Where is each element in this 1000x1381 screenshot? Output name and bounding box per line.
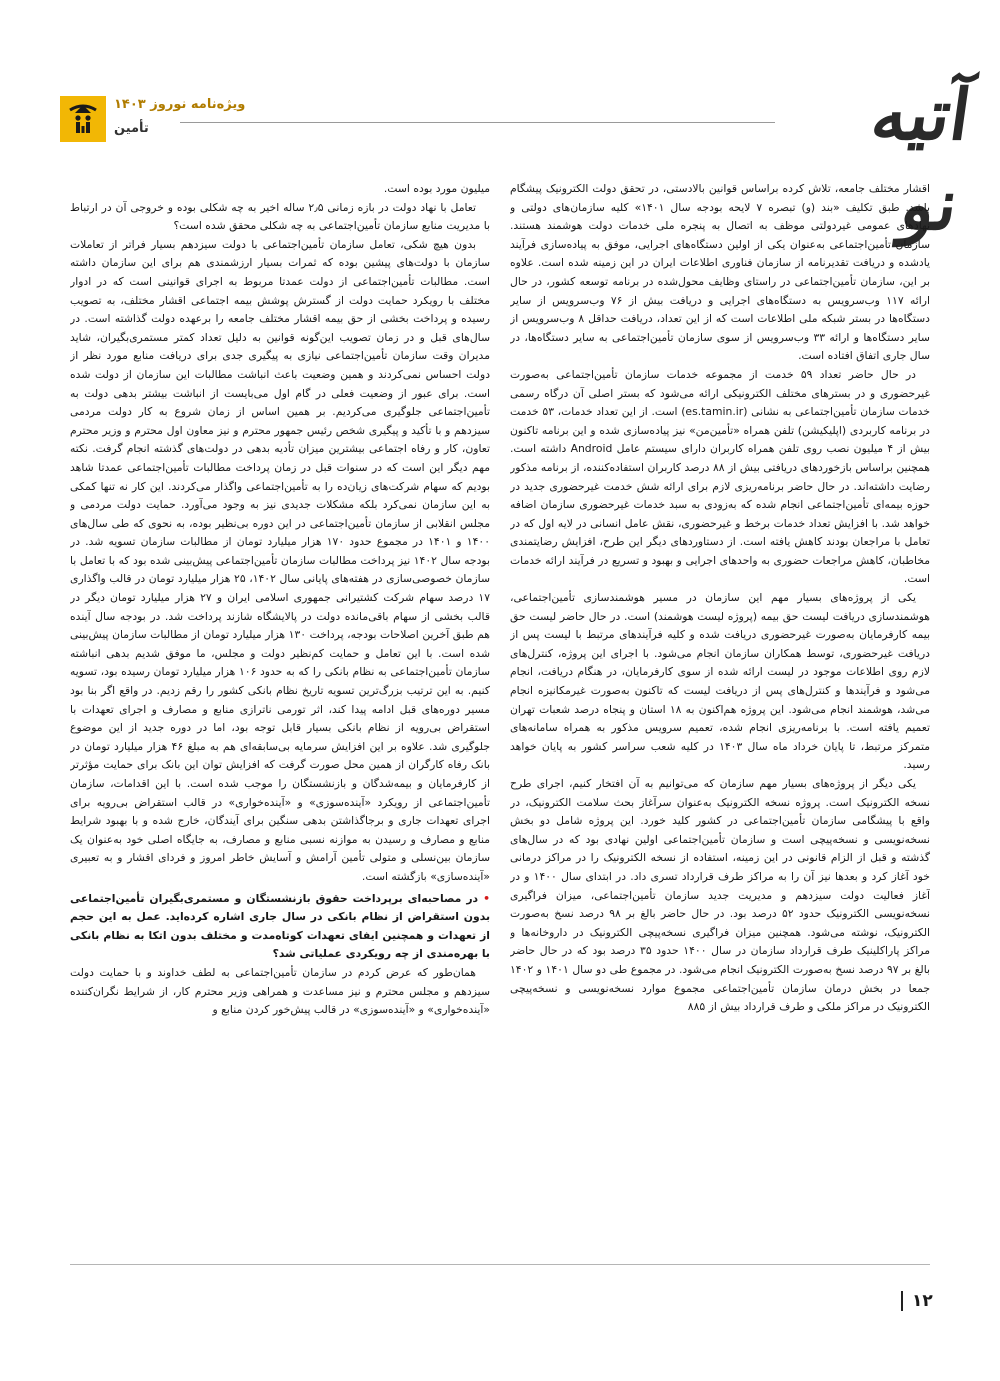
question-text: در مصاحبه‌ای برپرداخت حقوق بازنشستگان و مستمری‌بگیران تأمین‌اجتماعی بدون استقراض از نظام بانکی در سال جاری اشاره کرده‌اید. عمل به این حجم از تعهدات و همچنین ایفای تعهدات کوتاه‌مدت و مختلف بدون اتکا به نظام بانکی با بهره‌مندی از چه رویکردی عملیاتی شد؟	[70, 891, 490, 961]
article-column-right	[510, 180, 930, 1260]
interview-answer: بدون هیچ شکی، تعامل سازمان تأمین‌اجتماعی با دولت سیزدهم بسیار فراتر از تعاملات سازمان با دولت‌های پیشین بوده که ثمرات بسیار ارزشمندی هم برای این سازمان داشته است. مطالبات تأمین‌اجتماعی از دولت عمدتا مربوط به اجرای قوانینی است که در ادوار مختلف با رویکرد حمایت دولت از گسترش پوشش بیمه اجتماعی اقشار مختلف، به تصویب رسیده و پرداخت بخشی از حق بیمه اقشار مختلف جامعه را برعهده دولت گذاشته است. در سال‌های قبل و در زمان تصویب این‌گونه قوانین به دلیل تعداد کمتر مستمری‌بگیران، شاید مدیران وقت سازمان تأمین‌اجتماعی نیازی به پیگیری جدی برای دریافت منابع مورد نظر از دولت احساس نمی‌کردند و همین وضعیت باعث انباشت مطالبات این سازمان از دولت شده است. برای عبور از وضعیت فعلی در گام اول می‌بایست از انباشت بیشتر بدهی دولت به تأمین‌اجتماعی جلوگیری می‌کردیم. بر همین اساس از زمان شروع به کار دولت مردمی سیزدهم و با تأکید و پیگیری شخص رئیس جمهور محترم و نیز معاون اول محترم و وزیر محترم تعاون، کار و رفاه اجتماعی بیشترین میزان تأدیه بدهی در دولت‌های گذشته انجام گرفت. نکته مهم دیگر این است که در سنوات قبل در زمان پرداخت مطالبات تأمین‌اجتماعی عمدتا شاهد بودیم که سهام شرکت‌های زیان‌ده را به تأمین‌اجتماعی واگذار می‌کردند. این کار نه تنها کمکی به این سازمان نمی‌کرد بلکه مشکلات جدیدی نیز به وجود می‌آورد. حمایت دولت مردمی و مجلس انقلابی از سازمان تأمین‌اجتماعی در این دوره بی‌نظیر بوده، به نحوی که طی سال‌های ۱۴۰۰ و ۱۴۰۱ در مجموع حدود ۱۷۰ هزار میلیارد تومان از مطالبات سازمان تسویه شد. در بودجه سال ۱۴۰۲ نیز پرداخت مطالبات سازمان تأمین‌اجتماعی پیش‌بینی شده بود که با تعامل با سازمان خصوصی‌سازی در هفته‌های پایانی سال ۱۴۰۲، ۲۵ هزار میلیارد تومان در قالب واگذاری ۱۷ درصد سهام شرکت کشتیرانی جمهوری اسلامی ایران و ۲۷ هزار میلیارد تومان دیگر در قالب بخشی از سهام باقی‌مانده دولت در پالایشگاه شازند پرداخت شد. در بودجه سال آینده هم طبق آخرین اصلاحات بودجه، پرداخت ۱۳۰ هزار میلیارد تومان از مطالبات سازمان پیش‌بینی شده است. با این تعامل و حمایت کم‌نظیر دولت و مجلس، ما موفق شدیم بدهی انباشته سازمان تأمین‌اجتماعی به نظام بانکی را که به حدود ۱۰۶ هزار میلیارد تومان رسیده بود، تسویه کنیم. به این ترتیب بزرگ‌ترین تسویه تاریخ نظام بانکی کشور را رقم زدیم. در واقع اگر بنا بود مسیر دوره‌های قبل ادامه پیدا کند، اثر تورمی ناترازی منابع و مصارف و اجرای تعهدات با استقراض بی‌رویه از نظام بانکی بسیار قابل توجه بود، اما در دوره جدید از این موضوع جلوگیری شد. علاوه بر این افزایش سرمایه بی‌سابقه‌ای هم به مبلغ ۴۶ هزار میلیارد تومان در بانک رفاه کارگران از همین محل صورت گرفت که افزایش توان این بانک برای حمایت مؤثرتر از کارفرمایان و بیمه‌شدگان و بازنشستگان را موجب شده است. با این اقدامات، سازمان تأمین‌اجتماعی از رویکرد «آینده‌سوزی» و «آینده‌خواری» در قالب استقراض بی‌رویه برای اجرای تعهدات جاری و برجاگذاشتن بدهی سنگین برای آیندگان، خارج شده و با بهبود شرایط منابع و مصارف و رسیدن به موازنه نسبی منابع و مصارف، به جایگاه اصلی خود به‌عنوان یک سازمان بین‌نسلی و متولی تأمین آرامش و آسایش خاطر امروز و فردای اقشار و به تعبیری «آینده‌سازی» بازگشته است.	[70, 237, 490, 883]
interview-question: تعامل با نهاد دولت در بازه زمانی ۲٫۵ ساله اخیر به چه شکلی بوده و خروجی آن در ارتباط با مدیریت منابع سازمان تأمین‌اجتماعی به چه شکلی محقق شده است؟	[70, 200, 490, 233]
header-divider	[180, 122, 775, 123]
article-column-left	[70, 180, 490, 1260]
footer-divider	[70, 1264, 930, 1265]
bullet-icon: •	[483, 891, 490, 905]
brand-logo: آتیه نو	[866, 73, 976, 246]
interview-question-bold	[70, 890, 490, 964]
article-paragraph: میلیون مورد بوده است.	[383, 182, 490, 195]
article-paragraph: یکی از پروژه‌های بسیار مهم این سازمان در مسیر هوشمندسازی تأمین‌اجتماعی، هوشمندسازی دریافت لیست حق بیمه (پروژه لیست هوشمند) است. در حال حاضر لیست حق بیمه کارفرمایان به‌صورت غیرحضوری دریافت شده و کلیه فرآیندهای مرتبط با لیست پس از دریافت غیرحضوری، توسط همکاران سازمان انجام می‌شود. با اجرای این پروژه، کنترل‌های لازم روی اطلاعات موجود در لیست ارائه شده از سوی کارفرمایان، در هنگام دریافت، انجام می‌شود و فرآیندها و کنترل‌های پس از دریافت لیست که تاکنون به‌صورت غیرمکانیزه انجام می‌شد، هوشمند انجام می‌شود. این پروژه هم‌اکنون به ۱۸ استان و پنجاه درصد شعبات تهران تعمیم یافته است. با برنامه‌ریزی انجام شده، تعمیم سرویس مذکور به همراه سامانه‌های متمرکز مرتبط، تا پایان خرداد ماه سال ۱۴۰۳ در کلیه شعب سراسر کشور به پایان خواهد رسید.	[510, 591, 930, 772]
article-paragraph: اقشار مختلف جامعه، تلاش کرده براساس قوانین بالادستی، در تحقق دولت الکترونیک پیشگام باشد. طبق تکلیف «بند (و) تبصره ۷ لایحه بودجه سال ۱۴۰۱» کلیه سازمان‌های دولتی و نهادهای عمومی غیردولتی موظف به اتصال به پنجره ملی خدمات دولت هوشمند هستند. سازمان تأمین‌اجتماعی به‌عنوان یکی از اولین دستگاه‌های اجرایی، موفق به پیاده‌سازی فرآیند یادشده و دریافت تقدیرنامه از سازمان فناوری اطلاعات ایران در این زمینه شده است. علاوه بر این، سازمان تأمین‌اجتماعی در راستای وظایف محول‌شده در برنامه توسعه کشور، در حال ارائه ۱۱۷ وب‌سرویس به دستگاه‌های اجرایی و دریافت بیش از ۷۶ وب‌سرویس از سایر دستگاه‌ها در بستر شبکه ملی اطلاعات است که از این تعداد، دریافت حداقل ۸ وب‌سرویس از سایر دستگاه‌ها و ارائه ۳۳ وب‌سرویس از سوی سازمان تأمین‌اجتماعی به سایر دستگاه‌ها، در سال جاری اتفاق افتاده است.	[510, 182, 930, 363]
issue-title: ویژه‌نامه نوروز ۱۴۰۳	[114, 97, 246, 112]
tamin-logo-icon	[64, 100, 102, 138]
article-paragraph: در حال حاضر تعداد ۵۹ خدمت از مجموعه خدمات سازمان تأمین‌اجتماعی به‌صورت غیرحضوری و در بسترهای مختلف الکترونیکی ارائه می‌شود که بستر اصلی آن درگاه رسمی خدمات سازمان تأمین‌اجتماعی به نشانی (es.tamin.ir) است. از این تعداد خدمات، ۵۳ خدمت در برنامه کاربردی (اپلیکیشن) تلفن همراه «تأمین‌من» نیز پیاده‌سازی شده و این برنامه تاکنون بیش از ۴ میلیون نصب روی تلفن همراه کاربران دارای سیستم عامل Android داشته است. همچنین براساس بازخوردهای دریافتی بیش از ۸۸ درصد کاربران استفاده‌کننده، از برنامه مذکور رضایت داشته‌اند. در حال حاضر برنامه‌ریزی لازم برای ارائه شش خدمت غیرحضوری جدید در حوزه بیمه‌ای تأمین‌اجتماعی انجام شده که به‌زودی به سبد خدمات غیرحضوری سازمان اضافه خواهد شد. با افزایش تعداد خدمات برخط و غیرحضوری، نقش عامل انسانی در لایه اول که در تعامل با مراجعان بودند کاهش یافته است. از دستاوردهای دیگر این طرح، افزایش رضایتمندی مخاطبان، کاهش مراجعات حضوری به واحدهای اجرایی و بهبود و تسریع در فرآیند ارائه خدمات است.	[510, 367, 930, 586]
section-title: تأمین	[114, 121, 149, 136]
page-number: ۱۲	[901, 1291, 933, 1311]
section-badge	[60, 96, 106, 142]
article-paragraph: یکی دیگر از پروژه‌های بسیار مهم سازمان که می‌توانیم به آن افتخار کنیم، اجرای طرح نسخه الکترونیک است. پروژه نسخه الکترونیک به‌عنوان سرآغاز بحث سلامت الکترونیک، در واقع با پیشگامی سازمان تأمین‌اجتماعی در کشور کلید خورد. این پروژه شامل دو بخش نسخه‌نویسی و نسخه‌پیچی است و سازمان تأمین‌اجتماعی اولین نهادی بود که در سال‌های گذشته و قبل از الزام قانونی در این زمینه، استفاده از نسخه الکترونیک را در مراکز درمانی خود آغاز کرد و بعدها نیز آن را به مراکز طرف قرارداد تسری داد. در ابتدای سال ۱۴۰۰ و در آغاز فعالیت دولت سیزدهم و مدیریت جدید سازمان تأمین‌اجتماعی، میزان فراگیری نسخه‌نویسی الکترونیک حدود ۵۲ درصد بود. در حال حاضر بالغ بر ۹۸ درصد نسخ به‌صورت الکترونیک، نوشته می‌شود. همچنین میزان فراگیری نسخه‌پیچی الکترونیک در داروخانه‌ها و مراکز پاراکلینیک طرف قرارداد سازمان در سال ۱۴۰۰ حدود ۳۵ درصد بود که در حال حاضر بالغ بر ۹۷ درصد نسخ به‌صورت الکترونیک انجام می‌شود. در مجموع طی دو سال ۱۴۰۱ و ۱۴۰۲ جمعا در بخش درمان سازمان تأمین‌اجتماعی مجموع موارد نسخه‌نویسی و نسخه‌پیچی الکترونیک در مراکز ملکی و طرف قرارداد بیش از ۸۸۵	[510, 777, 930, 1014]
interview-answer: همان‌طور که عرض کردم در سازمان تأمین‌اجتماعی به لطف خداوند و با حمایت دولت سیزدهم و مجلس محترم و نیز مساعدت و همراهی وزیر محترم کار، از شرایط نگران‌کننده «آینده‌خواری» و «آینده‌سوزی» در قالب پیش‌خور کردن منابع و	[70, 965, 490, 1017]
